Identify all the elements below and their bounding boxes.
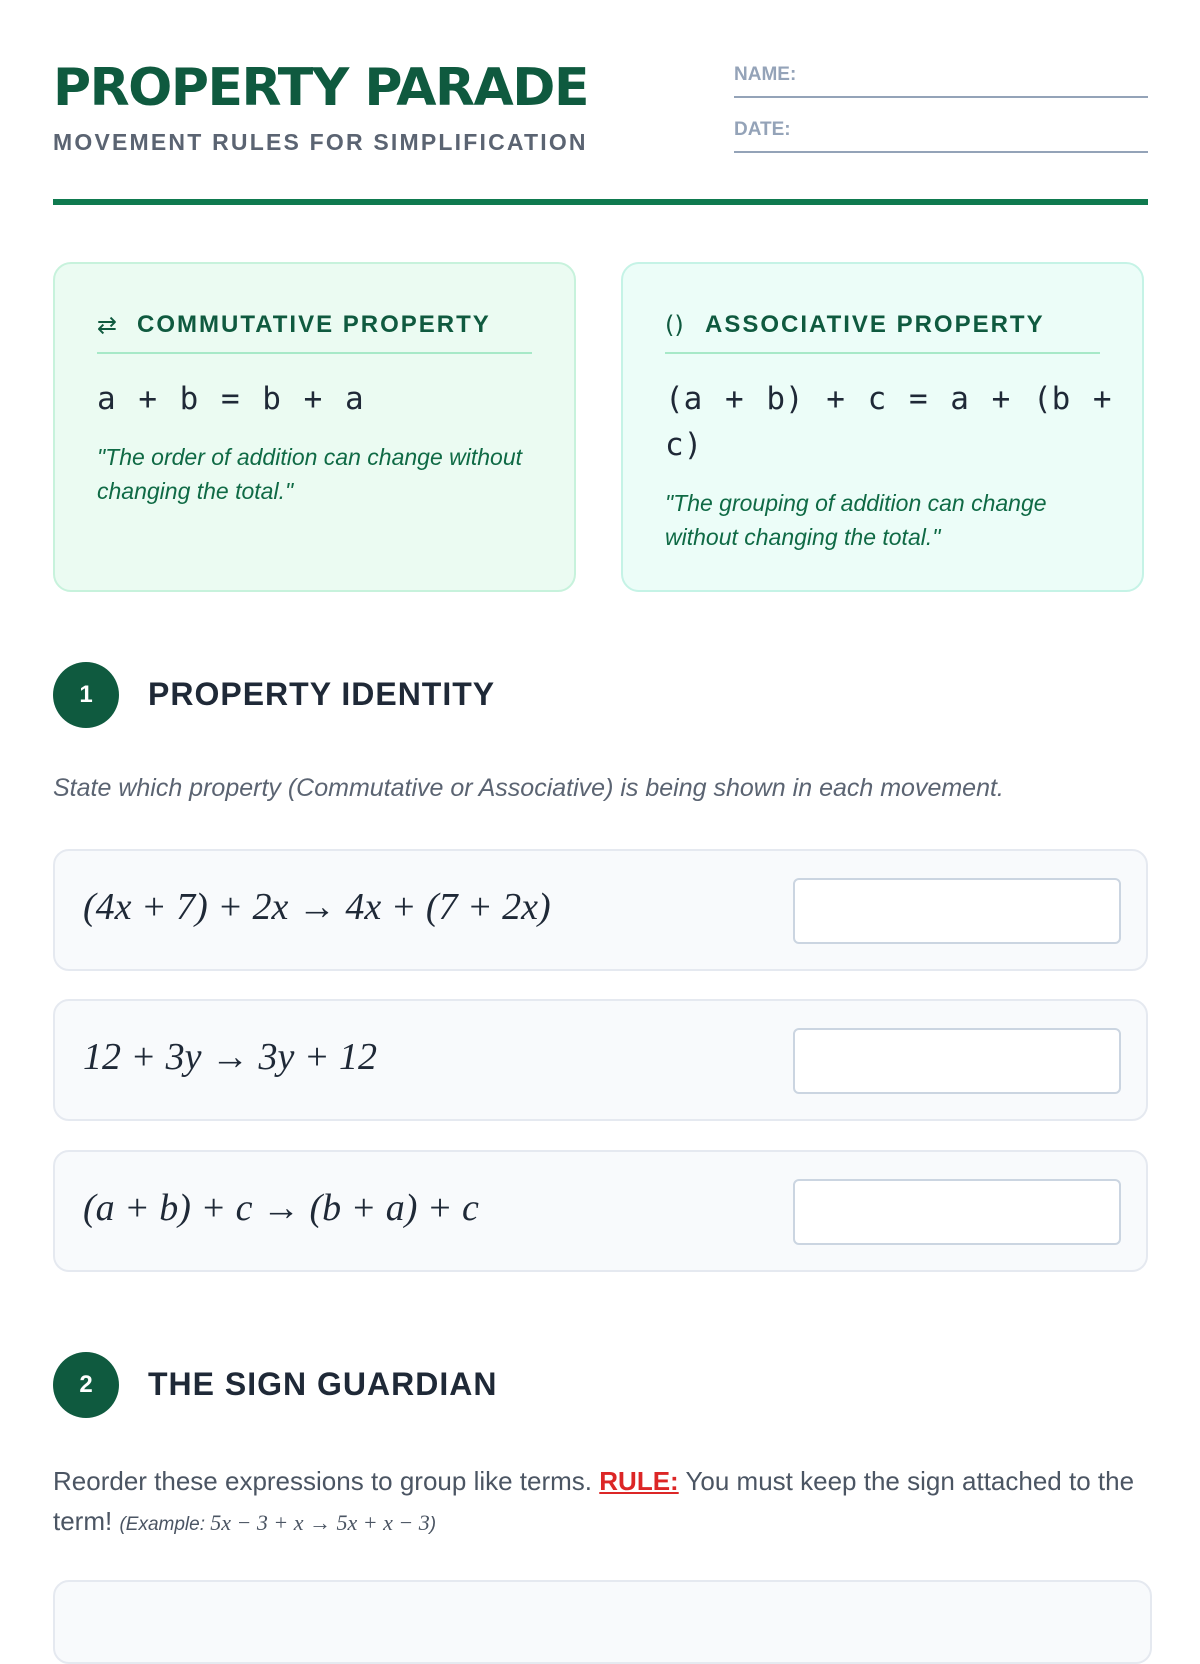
- section-number-badge: 2: [53, 1352, 119, 1418]
- example-label: (Example:: [119, 1514, 211, 1535]
- card-header: [665, 298, 1100, 354]
- problem-expression: (a + b) + c → (b + a) + c: [83, 1187, 479, 1229]
- section-number-badge: 1: [53, 662, 119, 728]
- instruction-text: Reorder these expressions to group like terms.: [53, 1466, 600, 1496]
- swap-arrows-icon: ⇄: [97, 311, 118, 339]
- property-formula: (a + b) + c = a + (b + c): [665, 381, 1112, 463]
- problem-row: [53, 1150, 1148, 1272]
- page-title: PROPERTY PARADE: [53, 58, 588, 118]
- problem-expression: (4x + 7) + 2x → 4x + (7 + 2x): [83, 886, 551, 928]
- date-label: DATE:: [734, 119, 791, 140]
- card-title: COMMUTATIVE PROPERTY: [137, 311, 491, 338]
- commutative-property-card: [53, 262, 576, 592]
- property-quote: "The grouping of addition can change without changing the total.": [665, 490, 1047, 550]
- parentheses-icon: (): [665, 311, 684, 339]
- rule-label: RULE:: [599, 1466, 679, 1496]
- example-close: ): [429, 1514, 437, 1535]
- associative-property-card: [621, 262, 1144, 592]
- card-header: [97, 298, 532, 354]
- card-title: ASSOCIATIVE PROPERTY: [705, 311, 1045, 338]
- example-note: [119, 1510, 437, 1535]
- answer-box[interactable]: [793, 1028, 1121, 1094]
- header-divider: [53, 199, 1148, 205]
- problem-row: [53, 999, 1148, 1121]
- problem-row: [53, 849, 1148, 971]
- example-math: 5x − 3 + x → 5x + x − 3: [210, 1510, 430, 1535]
- date-field[interactable]: [734, 113, 1148, 153]
- section-title: THE SIGN GUARDIAN: [148, 1366, 498, 1402]
- property-quote: "The order of addition can change without changing the total.": [97, 444, 522, 504]
- property-formula: a + b = b + a: [97, 381, 364, 417]
- section-title: PROPERTY IDENTITY: [148, 676, 496, 712]
- problem-row: [53, 1580, 1152, 1664]
- section-instruction: [53, 1461, 1148, 1545]
- problem-expression: 12 + 3y → 3y + 12: [83, 1036, 378, 1078]
- answer-box[interactable]: [793, 1179, 1121, 1245]
- answer-box[interactable]: [793, 878, 1121, 944]
- instruction-text: You must keep the sign attached to the term!: [53, 1466, 1135, 1536]
- section-instruction: State which property (Commutative or Associative) is being shown in each movement.: [53, 774, 1004, 802]
- page-subtitle: MOVEMENT RULES FOR SIMPLIFICATION: [53, 129, 588, 155]
- name-field[interactable]: [734, 58, 1148, 98]
- worksheet-header: [53, 58, 1148, 208]
- name-label: NAME:: [734, 64, 797, 85]
